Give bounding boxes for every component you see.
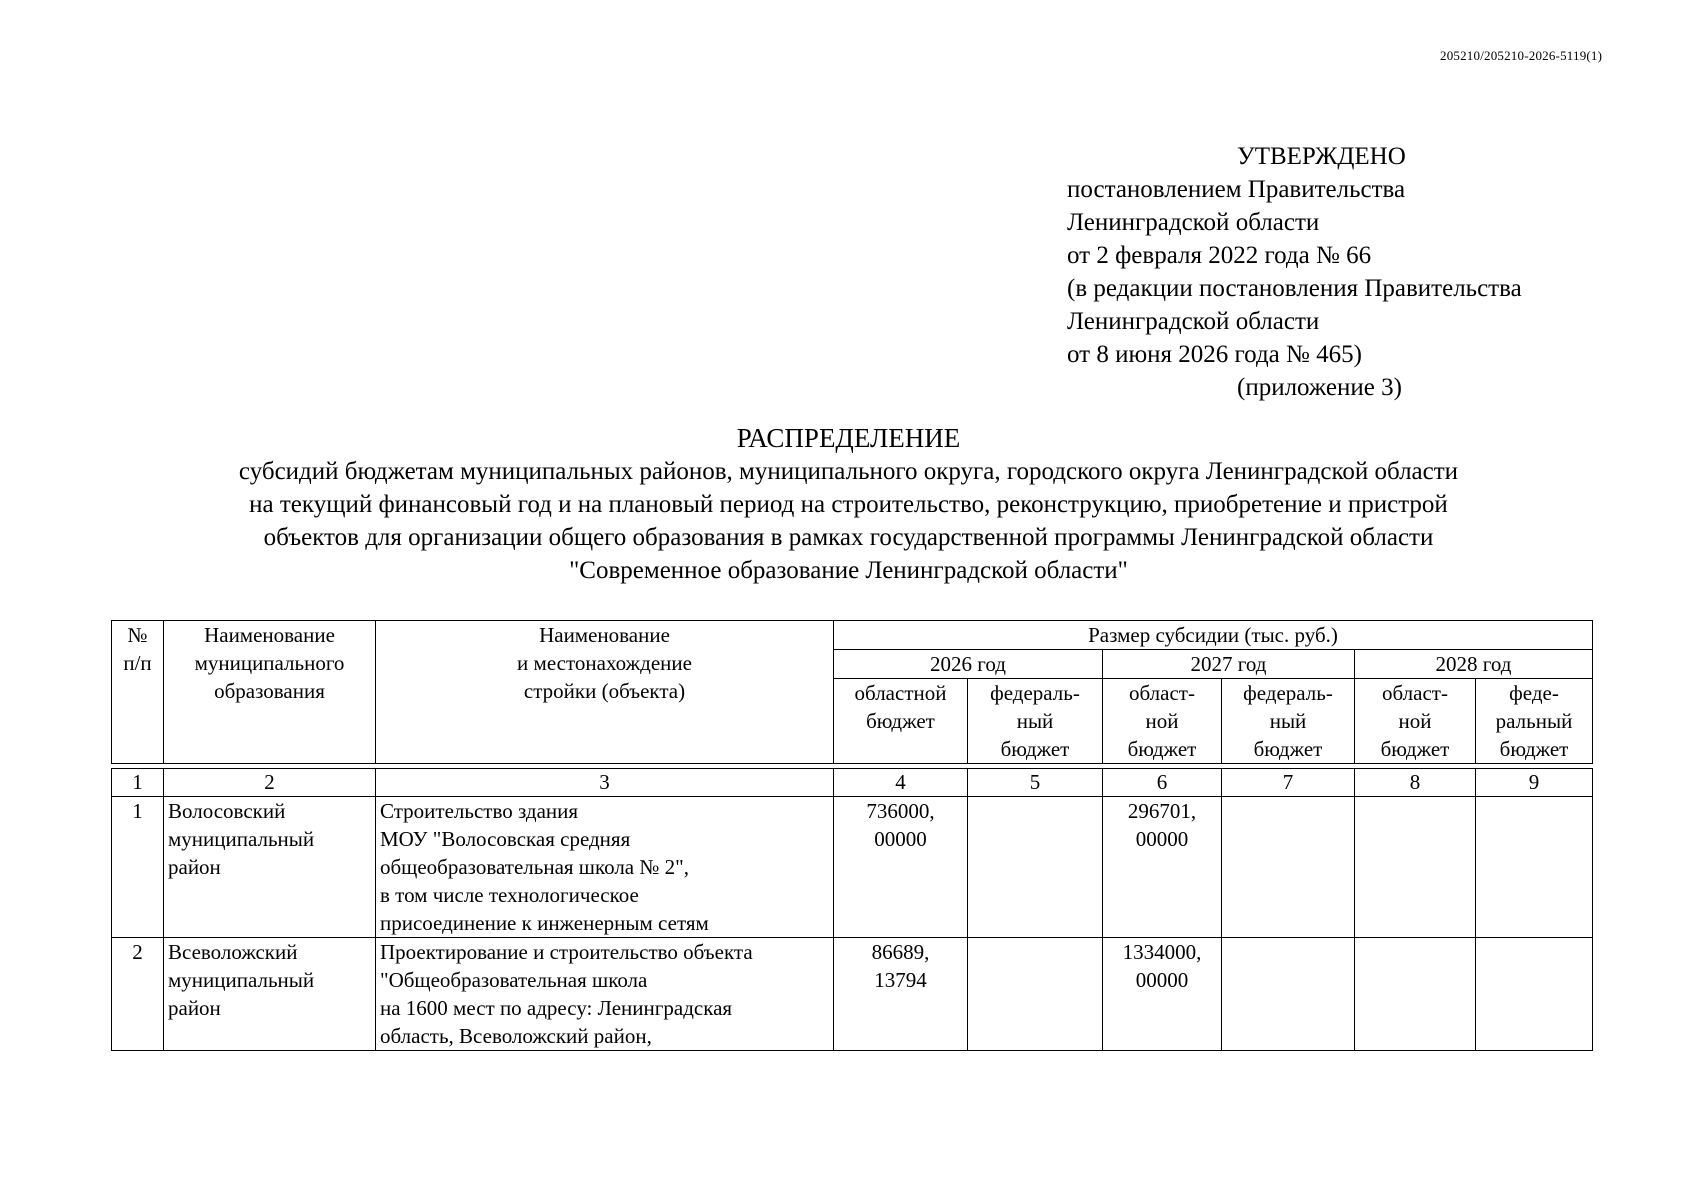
header-number: № п/п [112,621,164,764]
table-row [112,938,1593,1051]
subtitle-line: объектов для организации общего образования в рамках государственной программы Ленинградской области [263,524,1434,551]
header-municipality: Наименование муниципального образования [164,621,376,764]
municipality-name: Волосовский муниципальный район [164,797,376,938]
column-number: 9 [1476,769,1593,797]
approval-line: от 8 июня 2026 года № 465) [1067,341,1362,368]
subsidy-2028-federal [1476,797,1593,938]
subtitle-line: на текущий финансовый год и на плановый период на строительство, реконструкцию, приобретение и пристрой [249,491,1448,518]
column-number-row [112,769,1593,797]
subsidy-2026-federal [968,797,1103,938]
subsidy-2026-federal [968,938,1103,1051]
header-federal-budget: федераль- ный бюджет [1222,679,1355,764]
document-registration-number: 205210/205210-2026-5119(1) [1440,48,1603,63]
subsidy-2027-regional: 1334000, 00000 [1103,938,1222,1051]
header-year-2027: 2027 год [1103,650,1355,679]
document-title: РАСПРЕДЕЛЕНИЕ [736,423,961,453]
column-number: 1 [112,769,164,797]
subsidy-2027-federal [1222,938,1355,1051]
column-number: 6 [1103,769,1222,797]
column-number: 8 [1355,769,1476,797]
document-subtitle [0,455,1697,587]
subtitle-line: "Современное образование Ленинградской области" [569,557,1128,584]
approval-stamp [1067,140,1522,404]
row-number: 2 [112,938,164,1051]
approval-line: (в редакции постановления Правительства [1067,275,1522,302]
header-year-2028: 2028 год [1355,650,1593,679]
header-subsidy-size: Размер субсидии (тыс. руб.) [834,621,1593,650]
approval-line: постановлением Правительства [1067,176,1406,203]
subsidy-2027-federal [1222,797,1355,938]
header-regional-budget: област- ной бюджет [1103,679,1222,764]
appendix-note: (приложение 3) [1237,374,1402,401]
subsidy-2028-regional [1355,938,1476,1051]
object-name: Проектирование и строительство объекта "Общеобразовательная школа на 1600 мест по адресу: Ленинградская область, Всеволожский район, [376,938,834,1051]
approval-line: Ленинградской области [1067,209,1320,236]
row-number: 1 [112,797,164,938]
column-number: 5 [968,769,1103,797]
header-object: Наименование и местонахождение стройки (объекта) [376,621,834,764]
column-number: 7 [1222,769,1355,797]
header-federal-budget: федераль- ный бюджет [968,679,1103,764]
subsidy-2028-regional [1355,797,1476,938]
approval-line: от 2 февраля 2022 года № 66 [1067,242,1372,269]
column-number: 2 [164,769,376,797]
subsidy-2028-federal [1476,938,1593,1051]
header-regional-budget: областной бюджет [834,679,968,764]
header-federal-budget: феде- ральный бюджет [1476,679,1593,764]
subsidy-2026-regional: 86689, 13794 [834,938,968,1051]
table-row [112,797,1593,938]
subsidy-2026-regional: 736000, 00000 [834,797,968,938]
object-name: Строительство здания МОУ "Волосовская средняя общеобразовательная школа № 2", в том числе технологическое присоединение к инженерным сетям [376,797,834,938]
subtitle-line: субсидий бюджетам муниципальных районов, муниципального округа, городского округа Ленинградской области [238,458,1459,485]
approval-heading: УТВЕРЖДЕНО [1237,143,1406,170]
column-number: 4 [834,769,968,797]
header-regional-budget: област- ной бюджет [1355,679,1476,764]
approval-line: Ленинградской области [1067,308,1320,335]
subsidy-2027-regional: 296701, 00000 [1103,797,1222,938]
municipality-name: Всеволожский муниципальный район [164,938,376,1051]
subsidy-distribution-table [111,620,1593,1051]
header-year-2026: 2026 год [834,650,1103,679]
column-number: 3 [376,769,834,797]
